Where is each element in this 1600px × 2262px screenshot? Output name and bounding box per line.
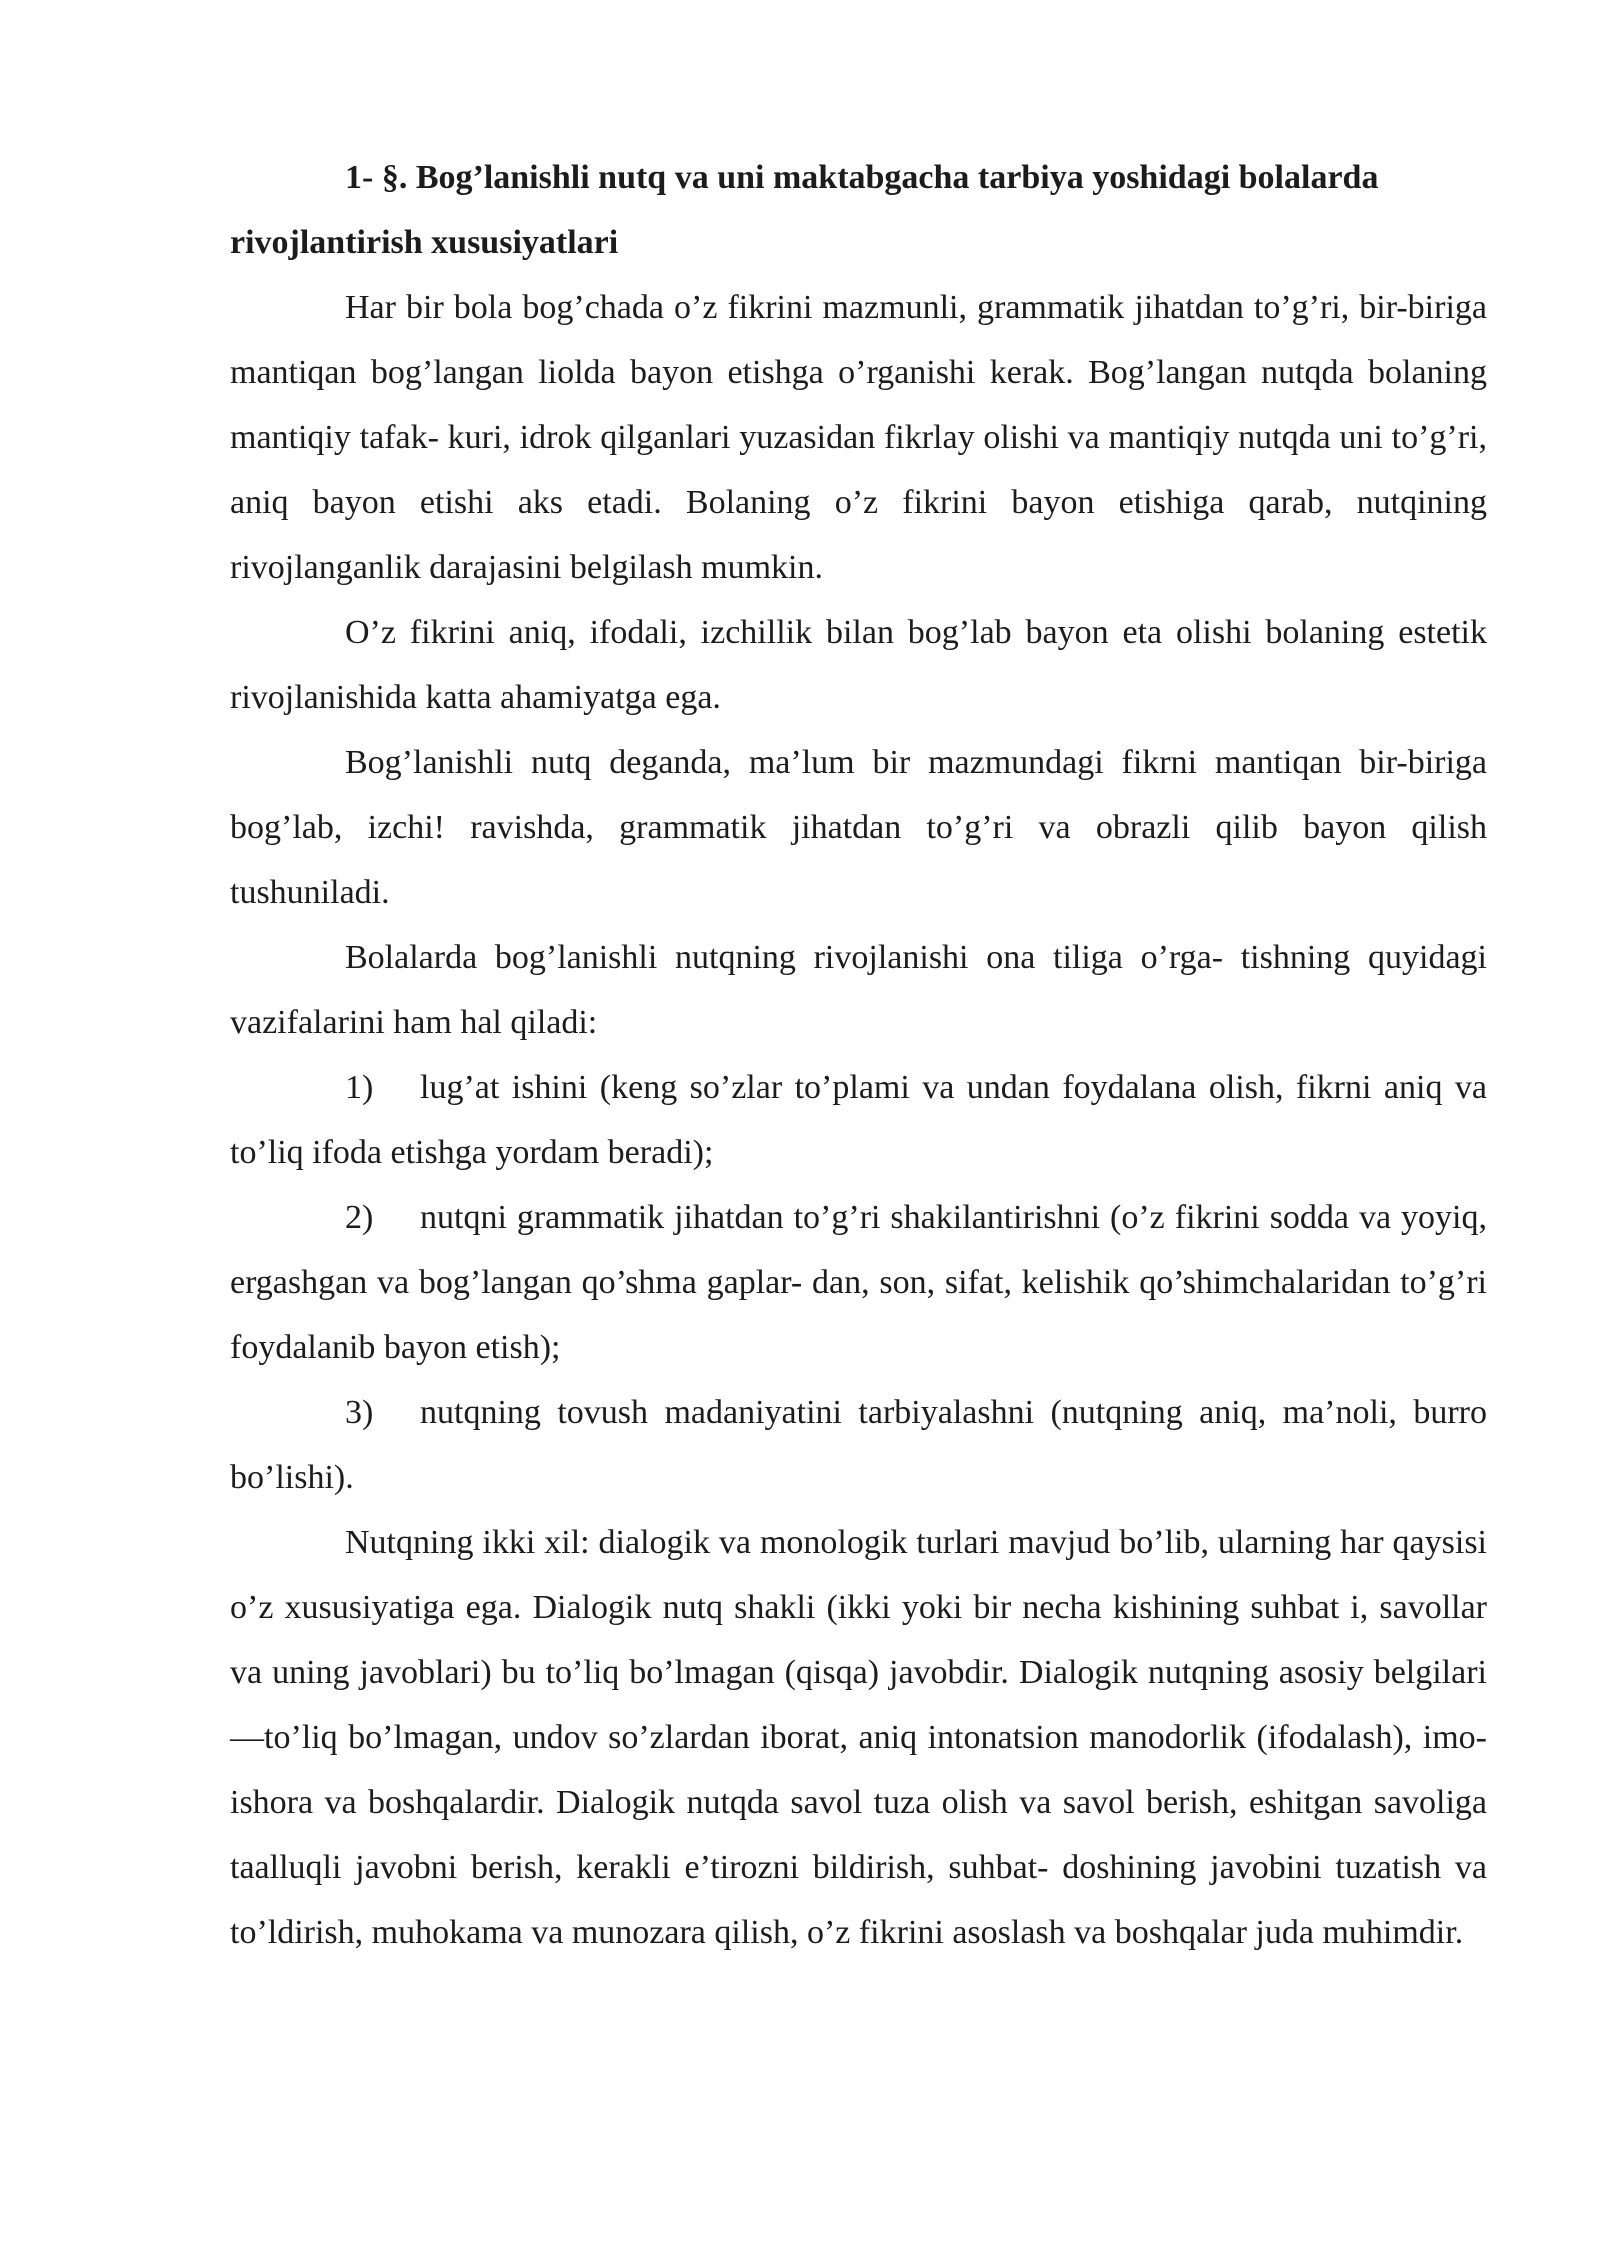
paragraph: Har bir bola bog’chada o’z fikrini mazmunli, grammatik jihatdan to’g’ri, bir-biriga mantiqan bog’langan liolda bayon etishga o’rganishi kerak. Bog’langan nutqda bolaning mantiqiy tafak- kuri, idrok qilganlari yuzasidan fikrlay olishi va mantiqiy nutqda uni to’g’ri, aniq bayon etishi aks etadi. Bolaning o’z fikrini bayon etishiga qarab, nutqining rivojlanganlik darajasini belgilash mumkin. <box>230 289 1487 586</box>
list-item <box>230 1055 1487 1185</box>
list-item-number: 2) <box>345 1199 374 1236</box>
list-item-text: lug’at ishini (keng so’zlar to’plami va undan foydalana olish, fikrni aniq va to’liq ifoda etishga yordam beradi); <box>230 1069 1487 1171</box>
paragraph: Nutqning ikki xil: dialogik va monologik turlari mavjud bo’lib, ularning har qaysisi o’z xususiyatiga ega. Dialogik nutq shakli (ikki yoki bir necha kishining suhbat i, savollar va uning javoblari) bu to’liq bo’lmagan (qisqa) javobdir. Dialogik nutqning asosiy belgilari—to’liq bo’lmagan, undov so’zlardan iborat, aniq intonatsion manodorlik (ifodalash), imo-ishora va boshqalardir. Dialogik nutqda savol tuza olish va savol berish, eshitgan savoliga taalluqli javobni berish, kerakli e’tirozni bildirish, suhbat- doshining javobini tuzatish va to’ldirish, muhokama va munozara qilish, o’z fikrini asoslash va boshqalar juda muhimdir. <box>230 1524 1487 1951</box>
section-heading: 1- §. Bog’lanishli nutq va uni maktabgacha tarbiya yoshidagi bolalarda rivojlantirish xususiyatlari <box>230 159 1379 261</box>
document-body <box>230 145 1487 1965</box>
list-item <box>230 1185 1487 1380</box>
list-item <box>230 1380 1487 1510</box>
list-item-text: nutqni grammatik jihatdan to’g’ri shakilantirishni (o’z fikrini sodda va yoyiq, ergashgan va bog’langan qo’shma gaplar- dan, son, sifat, kelishik qo’shimchalaridan to’g’ri foydalanib bayon etish); <box>230 1199 1487 1366</box>
list-item-number: 3) <box>345 1394 374 1431</box>
paragraph: Bog’lanishli nutq deganda, ma’lum bir mazmundagi fikrni mantiqan bir-biriga bog’lab, izchi! ravishda, grammatik jihatdan to’g’ri va obrazli qilib bayon qilish tushuniladi. <box>230 744 1487 911</box>
paragraph: Bolalarda bog’lanishli nutqning rivojlanishi ona tiliga o’rga- tishning quyidagi vazifalarini ham hal qiladi: <box>230 939 1487 1041</box>
list-item-number: 1) <box>345 1069 374 1106</box>
paragraph: O’z fikrini aniq, ifodali, izchillik bilan bog’lab bayon eta olishi bolaning estetik rivojlanishida katta ahamiyatga ega. <box>230 614 1487 716</box>
list-item-text: nutqning tovush madaniyatini tarbiyalashni (nutqning aniq, ma’noli, burro bo’lishi). <box>230 1394 1487 1496</box>
